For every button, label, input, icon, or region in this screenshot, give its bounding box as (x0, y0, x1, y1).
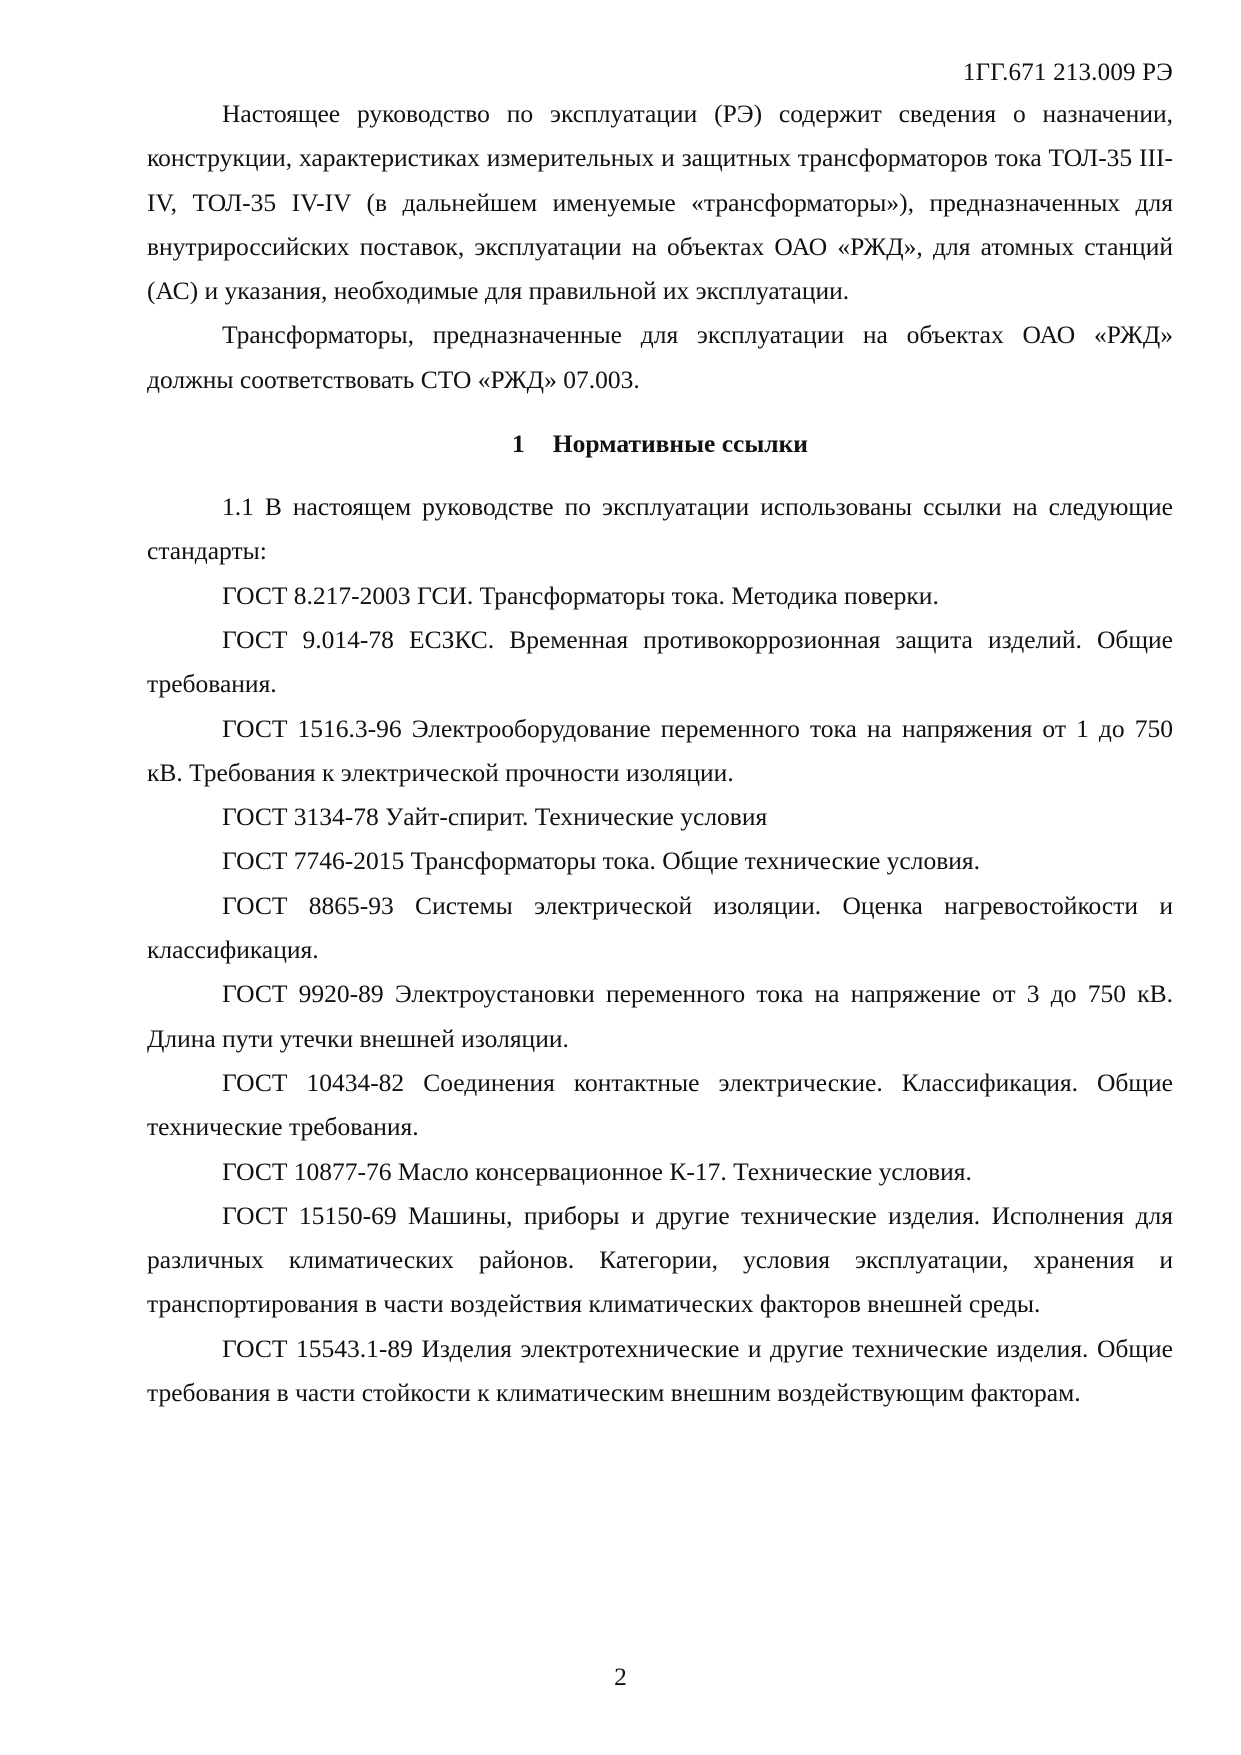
intro-paragraph: Настоящее руководство по эксплуатации (РЭ) содержит сведения о назначении, конструкции, характеристиках измерительных и защитных трансформаторов тока ТОЛ-35 III-IV, ТОЛ-35 IV-IV (в дальнейшем именуемые «трансформаторы»), предназначенных для внутрироссийских поставок, эксплуатации на объектах ОАО «РЖД», для атомных станций (АС) и указания, необходимые для правильной их эксплуатации. (147, 99, 1173, 306)
reference-item: ГОСТ 10434-82 Соединения контактные электрические. Классификация. Общие технические требования. (147, 1067, 1173, 1142)
reference-item: ГОСТ 9920-89 Электроустановки переменного тока на напряжение от 3 до 750 кВ. Длина пути утечки внешней изоляции. (147, 979, 1173, 1053)
reference-item: ГОСТ 15543.1-89 Изделия электротехнические и другие технические изделия. Общие требования в части стойкости к климатическим внешним воздействующим факторам. (147, 1333, 1173, 1408)
reference-item: ГОСТ 8.217-2003 ГСИ. Трансформаторы тока. Методика поверки. (222, 580, 939, 610)
reference-item: ГОСТ 10877-76 Масло консервационное К-17. Технические условия. (222, 1156, 972, 1186)
reference-item: ГОСТ 3134-78 Уайт-спирит. Технические условия (222, 802, 768, 832)
section-title: Нормативные ссылки (552, 429, 808, 459)
document-code: 1ГГ.671 213.009 РЭ (962, 59, 1173, 86)
reference-item: ГОСТ 9.014-78 ЕСЗКС. Временная противокоррозионная защита изделий. Общие требования. (147, 624, 1173, 699)
intro-paragraph: Трансформаторы, предназначенные для эксплуатации на объектах ОАО «РЖД» должны соответствовать СТО «РЖД» 07.003. (147, 320, 1173, 394)
reference-item: ГОСТ 15150-69 Машины, приборы и другие технические изделия. Исполнения для различных климатических районов. Категории, условия эксплуатации, хранения и транспортирования в части воздействия климатических факторов внешней среды. (147, 1200, 1173, 1319)
reference-item: ГОСТ 1516.3-96 Электрооборудование переменного тока на напряжения от 1 до 750 кВ. Требования к электрической прочности изоляции. (147, 713, 1173, 787)
section-number: 1 (512, 429, 525, 459)
document-body (147, 92, 1173, 1415)
page-number: 2 (614, 1662, 627, 1691)
reference-item: ГОСТ 7746-2015 Трансформаторы тока. Общие технические условия. (222, 846, 981, 876)
section-heading (147, 422, 1173, 466)
reference-item: ГОСТ 8865-93 Системы электрической изоляции. Оценка нагревостойкости и классификация. (147, 890, 1173, 965)
section-intro: 1.1 В настоящем руководстве по эксплуатации использованы ссылки на следующие стандарты: (147, 492, 1173, 566)
